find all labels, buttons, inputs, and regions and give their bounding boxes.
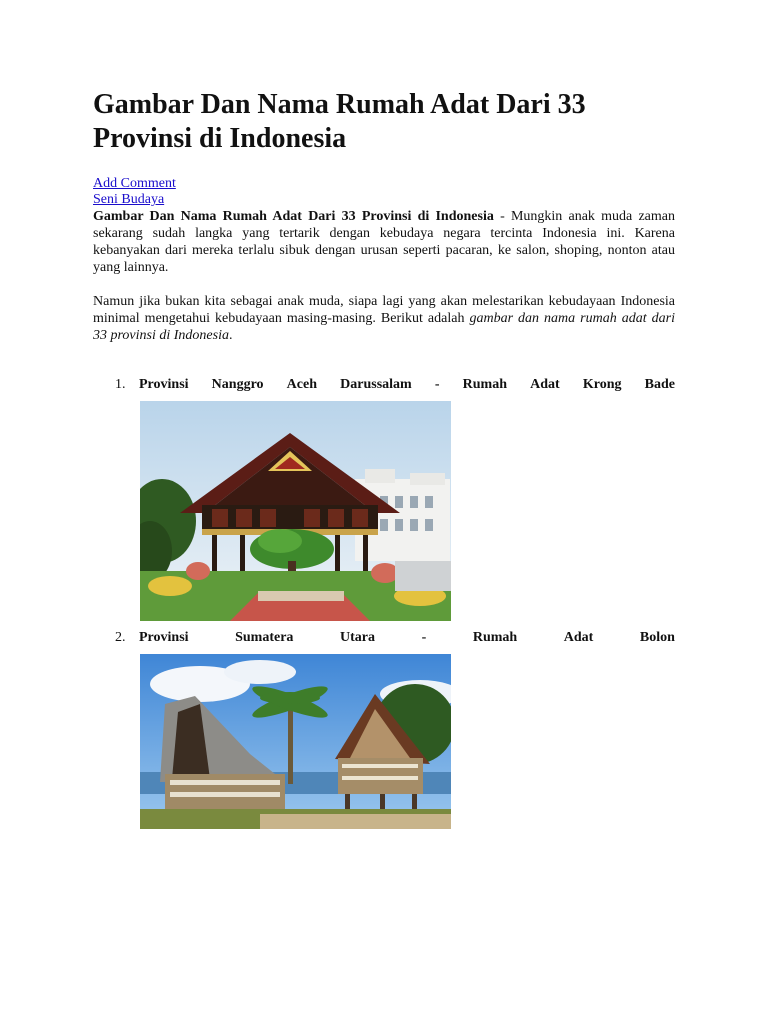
intro-bold-title: Gambar Dan Nama Rumah Adat Dari 33 Provinsi di Indonesia [93, 209, 494, 224]
heading-word: Rumah [472, 630, 518, 645]
heading-word: Aceh [286, 377, 317, 392]
heading-word: Provinsi [139, 377, 189, 392]
list-number: 2. [115, 630, 126, 645]
second-paragraph [93, 293, 675, 344]
list-item [93, 376, 675, 621]
heading-word: Nanggro [211, 377, 264, 392]
heading-word: Provinsi [139, 630, 189, 645]
category-link[interactable]: Seni Budaya [93, 192, 165, 207]
second-italic: gambar dan nama rumah adat dari 33 provinsi di Indonesia [93, 311, 675, 343]
heading-word: Bade [644, 377, 675, 392]
heading-word: Rumah [462, 377, 508, 392]
heading-word: Darussalam [340, 377, 412, 392]
page-title: Gambar Dan Nama Rumah Adat Dari 33 Provinsi di Indonesia [93, 89, 586, 154]
intro-text: - Mungkin anak muda zaman sekarang sudah langka yang tertarik dengan kebudaya negara tercinta Indonesia ini. Karena kebanyakan dari mereka terlalu sibuk dengan urusan seperti pacaran, ke salon, shoping, nonton atau yang lainnya. [93, 209, 675, 275]
second-end: . [228, 328, 233, 343]
heading-word: Bolon [639, 630, 675, 645]
aceh-house-photo [140, 401, 451, 621]
list-item [93, 629, 675, 829]
list-heading [139, 629, 675, 646]
heading-word: - [434, 377, 440, 392]
province-list [93, 376, 675, 829]
intro-paragraph [93, 208, 675, 276]
heading-word: Adat [563, 630, 594, 645]
document-page [93, 88, 675, 829]
heading-word: Adat [530, 377, 560, 392]
heading-word: Krong [582, 377, 622, 392]
second-text: Namun jika bukan kita sebagai anak muda, siapa lagi yang akan melestarikan kebudayaan Indonesia minimal mengetahui kebudayaan masing-masing. Berikut adalah [93, 294, 675, 326]
list-number: 1. [115, 377, 126, 392]
batak-house-photo [140, 654, 451, 829]
heading-word: Utara [340, 630, 376, 645]
add-comment-link[interactable]: Add Comment [93, 176, 176, 191]
heading-word: - [421, 630, 427, 645]
heading-word: Sumatera [235, 630, 294, 645]
list-heading [139, 376, 675, 393]
